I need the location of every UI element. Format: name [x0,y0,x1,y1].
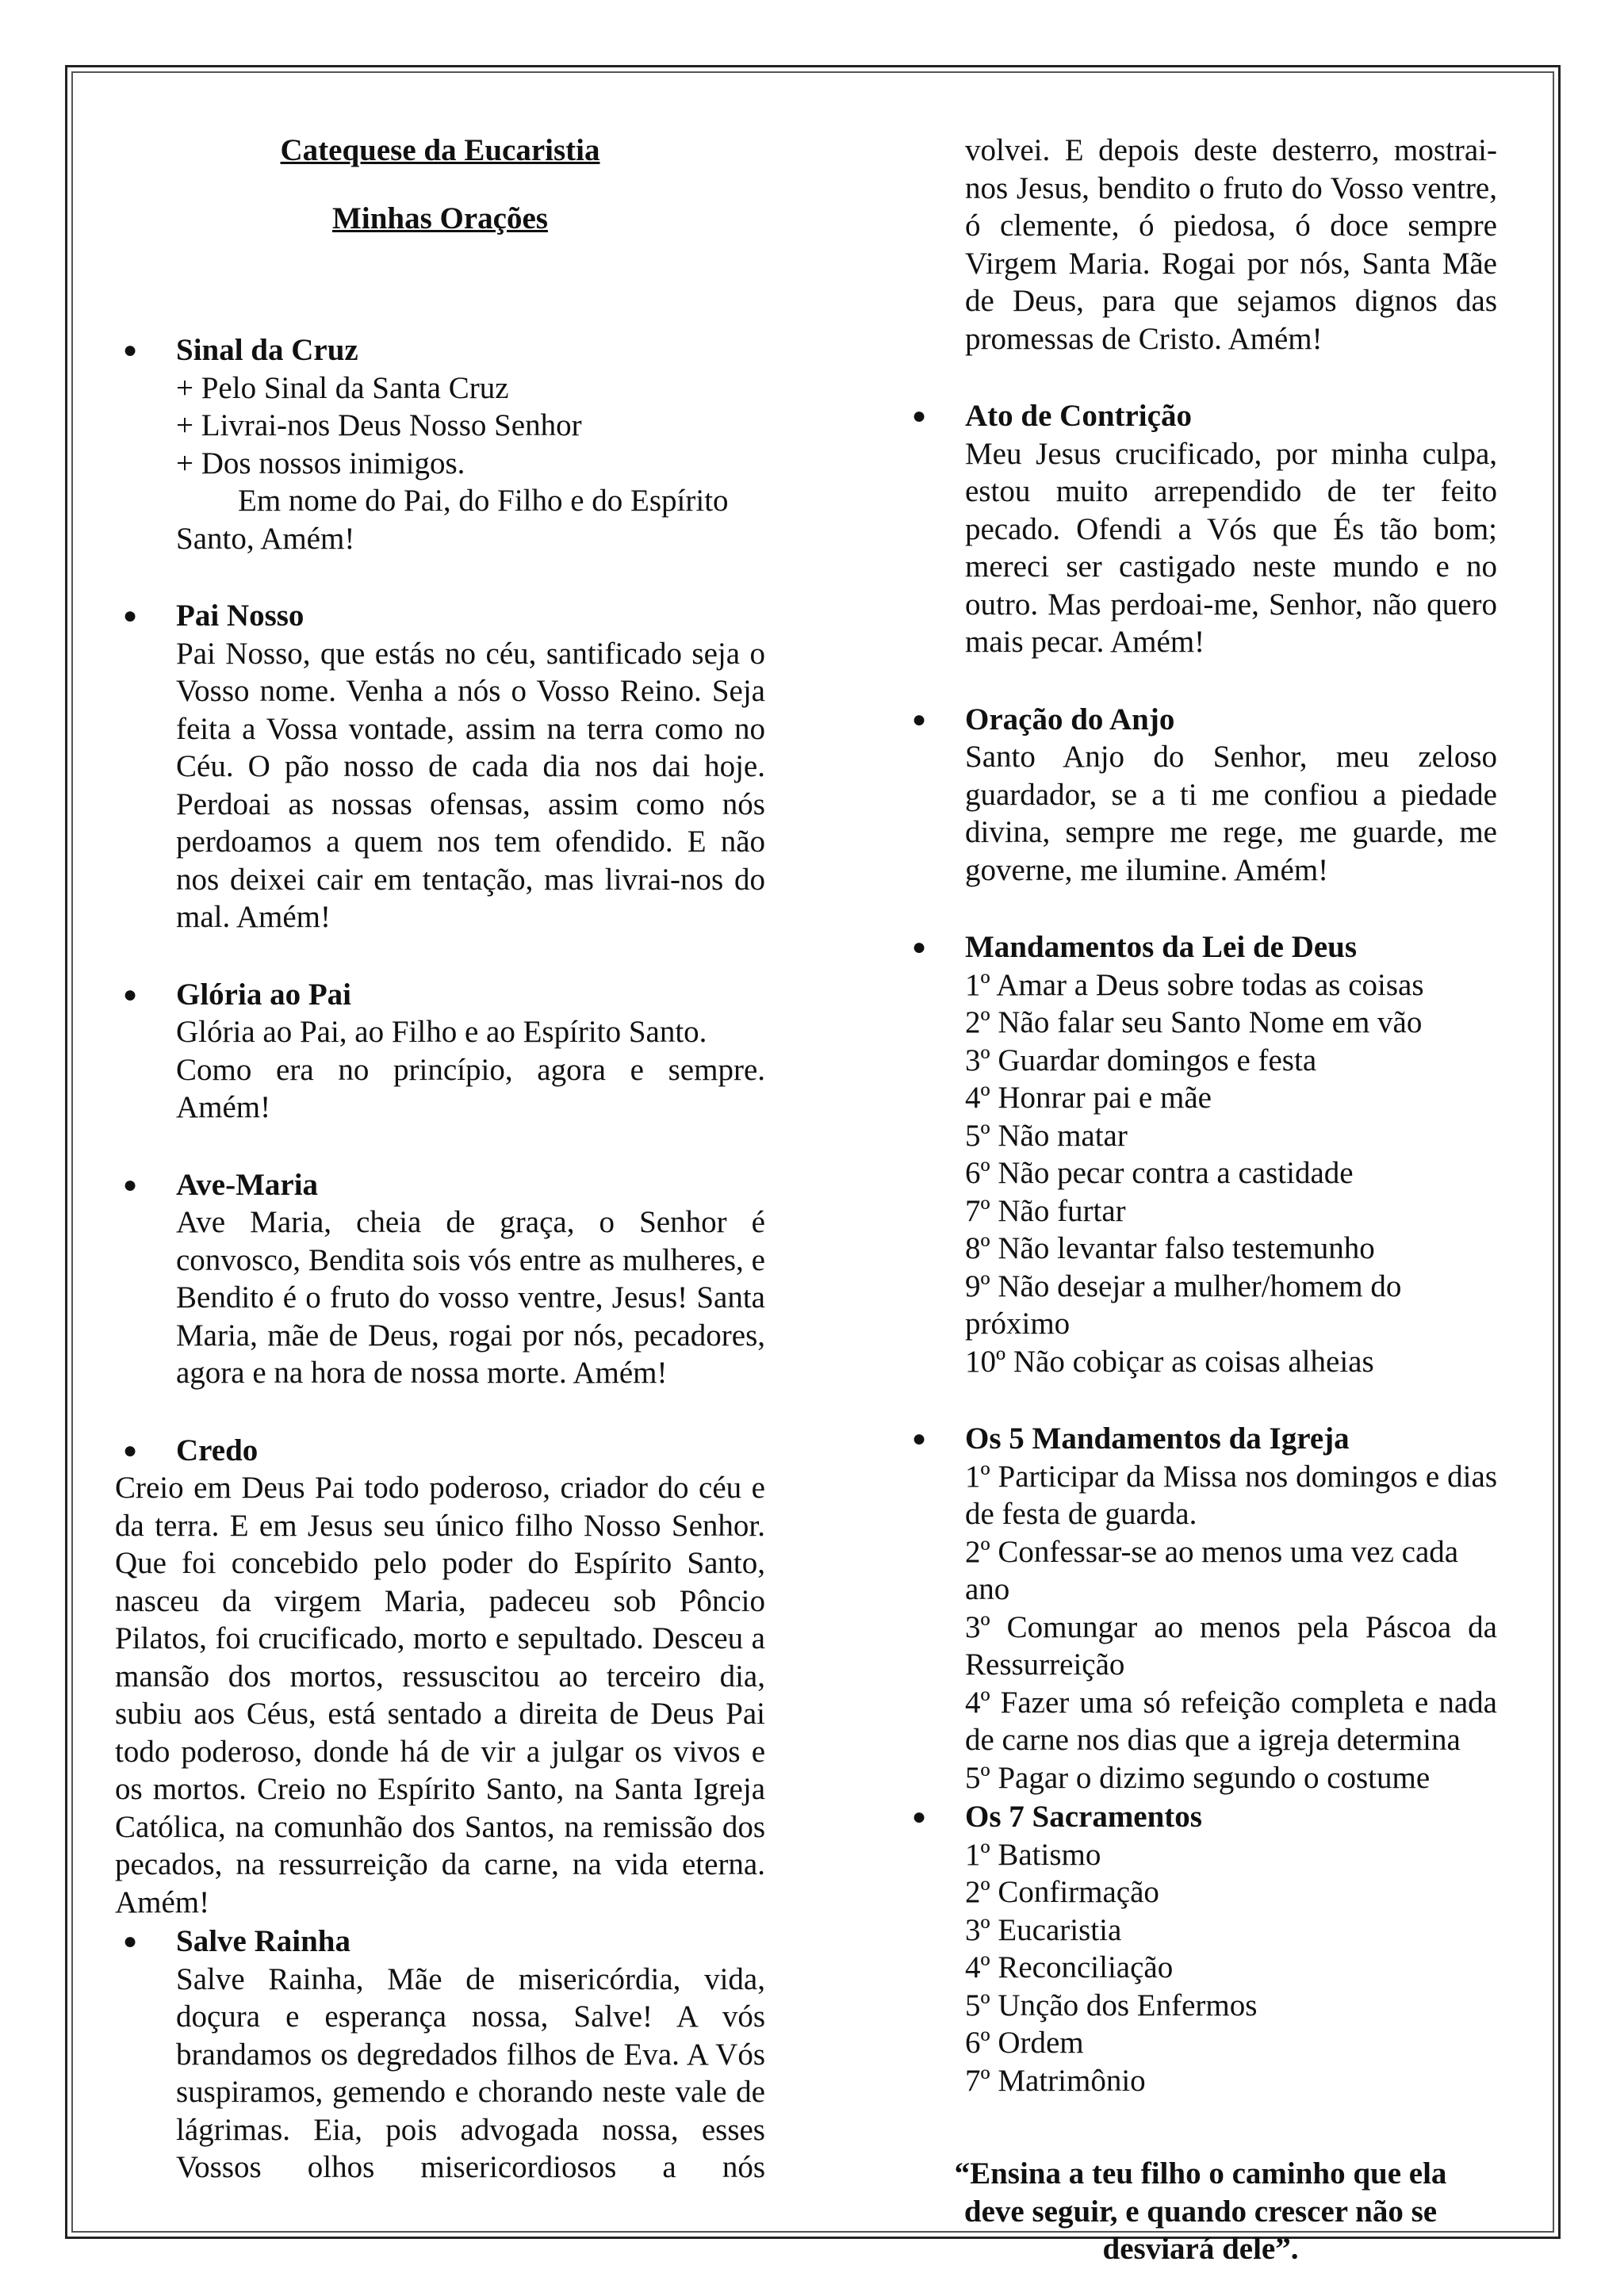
section-sinal-da-cruz [115,331,765,557]
section-body: Meu Jesus crucificado, por minha culpa, estou muito arrependido de ter feito pecado. Ofendi a Vós que És tão bom; mereci ser castigado neste mundo e no outro. Mas perdoai-me, Senhor, não quero mais pecar. Amém! [965,436,1497,659]
list-item: 5º Pagar o dizimo segundo o costume [965,1760,1431,1795]
section-list [904,1836,1497,2100]
list-item: 4º Reconciliação [965,1950,1174,1984]
section-body: Pai Nosso, que estás no céu, santificado seja o Vosso nome. Venha a nós o Vosso Reino. Seja feita a Vossa vontade, assim na terra como no Céu. O pão nosso de cada dia nos dai hoje. Perdoai as nossas ofensas, assim como nós perdoamos a quem nos tem ofendido. E não nos deixei cair em tentação, mas livrai-nos do mal. Amém! [176,636,765,934]
bullet-icon: ● [912,934,927,960]
bullet-icon: ● [123,1437,138,1464]
list-item: 2º Confessar-se ao menos uma vez cada ano [965,1534,1459,1606]
list-item: 3º Comungar ao menos pela Páscoa da Ressurreição [965,1609,1497,1682]
prayer-line: + Livrai-nos Deus Nosso Senhor [176,408,582,442]
section-salve-rainha-continued [904,132,1497,358]
bullet-icon: ● [123,337,138,363]
list-item: 5º Não matar [965,1118,1128,1153]
section-title: Os 5 Mandamentos da Igreja [965,1422,1350,1456]
document-title: Catequese da Eucaristia [280,133,600,167]
section-list [904,966,1497,1381]
section-title: Os 7 Sacramentos [965,1800,1202,1834]
section-title: Sinal da Cruz [176,333,358,367]
list-item: 7º Não furtar [965,1193,1126,1228]
list-item: 9º Não desejar a mulher/homem do próximo [965,1269,1402,1341]
bullet-icon: ● [123,1928,138,1954]
prayer-closing: Em nome do Pai, do Filho e do Espírito Santo, Amém! [176,484,729,556]
section-title: Oração do Anjo [965,702,1175,737]
section-sacramentos [904,1798,1497,2099]
list-item: 1º Amar a Deus sobre todas as coisas [965,967,1424,1002]
section-mandamentos-igreja [904,1420,1497,1797]
list-item: 2º Não falar seu Santo Nome em vão [965,1005,1423,1039]
document-subtitle: Minhas Orações [332,201,548,235]
section-ato-de-contricao [904,397,1497,661]
bullet-icon: ● [912,706,927,733]
prayer-line: + Pelo Sinal da Santa Cruz [176,370,509,405]
list-item: 8º Não levantar falso testemunho [965,1231,1375,1265]
bullet-icon: ● [912,1425,927,1452]
list-item: 1º Participar da Missa nos domingos e dias de festa de guarda. [965,1459,1497,1531]
closing-quote: “Ensina a teu filho o caminho que ela deve seguir, e quando crescer não se desviará dele”. [954,2156,1447,2266]
section-body: Santo Anjo do Senhor, meu zeloso guardador, se a ti me confiou a piedade divina, sempre me rege, me guarde, me governe, me ilumine. Amém! [965,740,1497,887]
section-gloria [115,976,765,1127]
section-body-line: Glória ao Pai, ao Filho e ao Espírito Santo. [176,1015,707,1049]
section-ave-maria [115,1166,765,1392]
list-item: 5º Unção dos Enfermos [965,1988,1258,2022]
section-oracao-do-anjo [904,701,1497,890]
list-item: 2º Confirmação [965,1875,1159,1909]
prayer-line: + Dos nossos inimigos. [176,446,465,480]
list-item: 6º Não pecar contra a castidade [965,1156,1354,1190]
section-body: volvei. E depois deste desterro, mostrai-nos Jesus, bendito o fruto do Vosso ventre, ó clemente, ó piedosa, ó doce sempre Virgem Maria. Rogai por nós, Santa Mãe de Deus, para que sejamos dignos das promessas de Cristo. Amém! [965,133,1497,356]
section-mandamentos-lei-de-deus [904,928,1497,1380]
list-item: 1º Batismo [965,1837,1101,1872]
bullet-icon: ● [123,1171,138,1198]
section-body: Ave Maria, cheia de graça, o Senhor é convosco, Bendita sois vós entre as mulheres, e Bendito é o fruto do vosso ventre, Jesus! Santa Maria, mãe de Deus, rogai por nós, pecadores, agora e na hora de nossa morte. Amém! [176,1205,765,1390]
section-body: Creio em Deus Pai todo poderoso, criador do céu e da terra. E em Jesus seu único filho Nosso Senhor. Que foi concebido pelo poder do Espírito Santo, nasceu da virgem Maria, padeceu sob Pôncio Pilatos, foi crucificado, morto e sepultado. Desceu a mansão dos mortos, ressuscitou ao terceiro dia, subiu aos Céus, está sentado a direita de Deus Pai todo poderoso, donde há de vir a julgar os vivos e os mortos. Creio no Espírito Santo, na Santa Igreja Católica, na comunhão dos Santos, na remissão dos pecados, na ressurreição da carne, na vida eterna. Amém! [115,1471,765,1919]
section-pai-nosso [115,597,765,936]
bullet-icon: ● [912,403,927,429]
list-item: 7º Matrimônio [965,2063,1146,2098]
list-item: 3º Eucaristia [965,1912,1122,1947]
bullet-icon: ● [123,603,138,629]
list-item: 10º Não cobiçar as coisas alheias [965,1344,1374,1379]
list-item: 3º Guardar domingos e festa [965,1043,1317,1077]
list-item: 4º Honrar pai e mãe [965,1081,1212,1115]
right-column [904,132,1497,2268]
section-list [904,1458,1497,1797]
section-credo [115,1432,765,1922]
section-title: Ato de Contrição [965,399,1192,433]
section-body: Salve Rainha, Mãe de misericórdia, vida, doçura e esperança nossa, Salve! A vós brandamos os degredados filhos de Eva. A Vós suspiramos, gemendo e chorando neste vale de lágrimas. Eia, pois advogada nossa, esses Vossos olhos misericordiosos a nós [176,1961,765,2184]
list-item: 4º Fazer uma só refeição completa e nada de carne nos dias que a igreja determina [965,1685,1497,1757]
bullet-icon: ● [123,981,138,1008]
section-title: Mandamentos da Lei de Deus [965,930,1358,964]
section-title: Salve Rainha [176,1924,350,1958]
section-title: Ave-Maria [176,1167,319,1202]
section-body: Como era no princípio, agora e sempre. Amém! [176,1052,765,1124]
bullet-icon: ● [912,1804,927,1830]
section-salve-rainha [115,1923,765,2187]
section-title: Pai Nosso [176,599,304,633]
list-item: 6º Ordem [965,2026,1084,2060]
section-title: Credo [176,1433,259,1468]
left-column [115,132,765,2226]
section-title: Glória ao Pai [176,977,351,1012]
section-body [115,369,765,558]
